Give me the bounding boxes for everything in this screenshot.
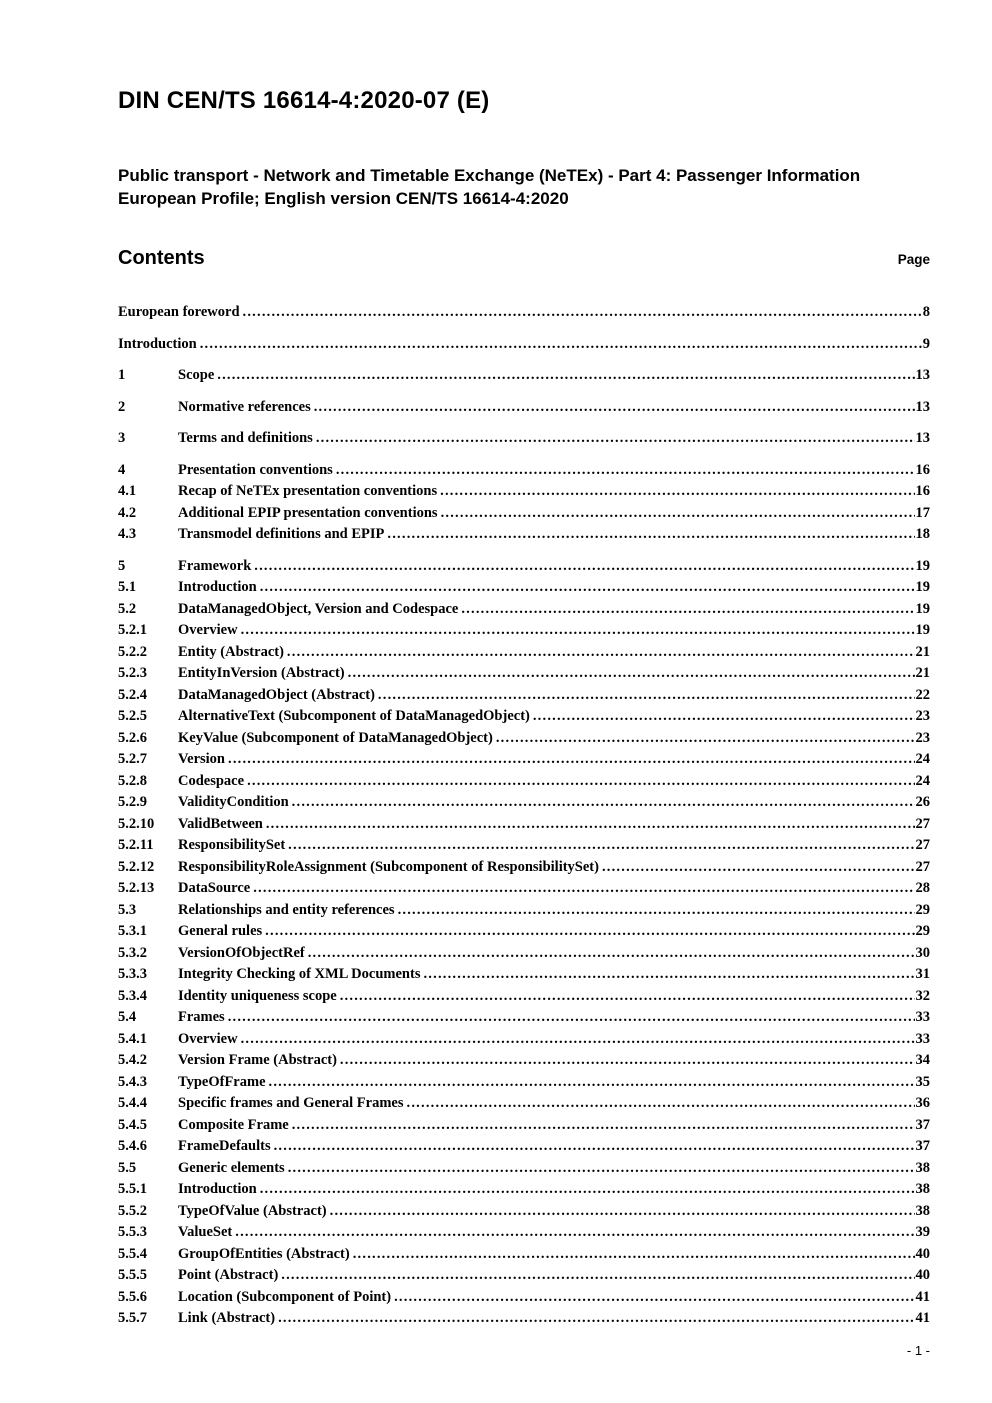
toc-entry-title: TypeOfValue (Abstract) [178,1202,327,1219]
toc-dot-leader [496,728,915,750]
toc-dot-leader [461,599,914,621]
toc-entry-title: Recap of NeTEx presentation conventions [178,483,438,499]
toc-entry [118,1158,930,1180]
toc-entry-title: ValidityCondition [178,794,289,810]
toc-dot-leader [260,1179,915,1201]
toc-dot-leader [241,620,915,642]
toc-entry-number: 5.4.4 [118,1095,147,1111]
toc-entry-title: Location (Subcomponent of Point) [178,1288,392,1305]
toc-dot-leader [269,1072,915,1094]
toc-entry [118,792,930,814]
toc-entry-title: DataManagedObject, Version and Codespace [178,600,459,617]
toc-entry-number: 5.4.1 [118,1030,147,1047]
toc-dot-leader [200,334,922,356]
toc-entry-page: 30 [915,944,930,961]
toc-entry [118,1115,930,1137]
toc-entry [118,599,930,621]
toc-entry-number: 4.2 [118,504,137,521]
toc-entry-page: 38 [915,1202,930,1219]
toc-entry [118,706,930,728]
toc-entry [118,1136,930,1158]
toc-entry-title: Entity (Abstract) [178,643,284,660]
toc-entry-page: 36 [915,1095,930,1111]
toc-dot-leader [348,663,915,685]
toc-entry-page: 23 [915,708,930,724]
toc-entry-title: FrameDefaults [178,1138,271,1154]
toc-dot-leader [243,302,922,324]
toc-dot-leader [353,1244,915,1266]
toc-entry-number: 5.1 [118,579,137,595]
toc-entry [118,964,930,986]
toc-entry-page: 38 [915,1159,930,1176]
toc-entry [118,428,930,450]
toc-entry-title: Presentation conventions [178,461,333,478]
toc-entry-title: ValidBetween [178,815,263,832]
toc-entry [118,857,930,879]
toc-dot-leader [287,642,915,664]
toc-dot-leader [308,943,915,965]
toc-entry [118,460,930,482]
toc-dot-leader [407,1093,915,1115]
toc-entry-number: 5.3 [118,901,137,918]
toc-entry-page: 33 [915,1009,930,1025]
toc-dot-leader [265,921,914,943]
toc-dot-leader [288,1158,915,1180]
toc-entry [118,481,930,503]
toc-entry [118,1072,930,1094]
toc-entry-page: 18 [915,526,930,542]
toc-entry [118,365,930,387]
toc-dot-leader [241,1029,915,1051]
toc-entry-number: 3 [118,430,126,446]
toc-entry-page: 29 [915,901,930,918]
toc-entry-title: Specific frames and General Frames [178,1095,404,1111]
toc-entry-title: ResponsibilitySet [178,837,286,853]
toc-dot-leader [281,1265,914,1287]
toc-entry-page: 40 [915,1245,930,1262]
toc-entry-title: TypeOfFrame [178,1073,266,1090]
toc-entry-title: Integrity Checking of XML Documents [178,966,421,982]
toc-entry [118,921,930,943]
toc-dot-leader [228,1007,915,1029]
toc-entry-page: 29 [915,923,930,939]
toc-entry-page: 38 [915,1181,930,1197]
toc-entry-title: ValueSet [178,1224,233,1240]
toc-entry-title: Introduction [118,335,197,352]
toc-entry-title: EntityInVersion (Abstract) [178,665,345,681]
toc-entry-number: 5.2.4 [118,686,147,703]
toc-entry-page: 9 [922,335,930,352]
toc-entry-title: Identity uniqueness scope [178,987,337,1004]
toc-entry-title: General rules [178,923,263,939]
toc-entry-page: 39 [915,1224,930,1240]
toc-entry-page: 35 [915,1073,930,1090]
toc-dot-leader [316,428,915,450]
toc-dot-leader [260,577,915,599]
toc-entry-number: 5.4.6 [118,1138,147,1154]
toc-dot-leader [253,878,914,900]
toc-entry-number: 4.1 [118,483,137,499]
toc-entry-page: 16 [915,483,930,499]
toc-dot-leader [292,792,915,814]
toc-dot-leader [440,481,914,503]
toc-dot-leader [288,835,914,857]
toc-entry-title: GroupOfEntities (Abstract) [178,1245,350,1262]
toc-dot-leader [228,749,915,771]
toc-entry-page: 19 [915,579,930,595]
toc-entry-page: 33 [915,1030,930,1047]
toc-entry-page: 24 [915,772,930,789]
toc-entry [118,1244,930,1266]
toc-entry [118,302,930,324]
toc-entry-number: 5 [118,557,126,574]
toc-entry-number: 5.2.13 [118,880,155,896]
toc-entry-page: 22 [915,686,930,703]
toc-entry-number: 5.2.12 [118,858,155,875]
toc-entry-title: Link (Abstract) [178,1310,276,1326]
toc-entry-page: 21 [915,665,930,681]
toc-entry-title: Relationships and entity references [178,901,395,918]
toc-entry [118,1265,930,1287]
toc-entry-page: 8 [922,304,930,320]
toc-entry [118,1179,930,1201]
toc-entry-number: 5.5.7 [118,1310,147,1326]
toc-entry [118,943,930,965]
toc-entry [118,814,930,836]
toc-entry-title: Version Frame (Abstract) [178,1052,337,1068]
toc-dot-leader [274,1136,915,1158]
toc-entry-title: Point (Abstract) [178,1267,279,1283]
toc-entry [118,334,930,356]
toc-entry-number: 5.5 [118,1159,137,1176]
toc-entry-page: 23 [915,729,930,746]
toc-dot-leader [340,986,915,1008]
page-column-label: Page [897,252,930,267]
toc-entry-title: AlternativeText (Subcomponent of DataManagedObject) [178,708,530,724]
toc-entry-number: 5.5.6 [118,1288,147,1305]
toc-dot-leader [254,556,914,578]
toc-entry-page: 19 [915,600,930,617]
toc-entry-page: 27 [915,858,930,875]
toc-entry-title: Normative references [178,398,311,415]
toc-entry-page: 31 [915,966,930,982]
toc-dot-leader [278,1308,914,1330]
toc-entry-number: 5.4.2 [118,1052,147,1068]
toc-entry-number: 5.2.11 [118,837,154,853]
toc-entry [118,642,930,664]
toc-entry [118,663,930,685]
toc-entry [118,1050,930,1072]
toc-entry-number: 4 [118,461,126,478]
toc-dot-leader [378,685,915,707]
toc-entry-number: 5.5.5 [118,1267,147,1283]
toc-entry-title: Framework [178,557,252,574]
toc-entry-number: 5.5.2 [118,1202,147,1219]
toc-dot-leader [266,814,915,836]
toc-dot-leader [217,365,914,387]
toc-dot-leader [423,964,914,986]
toc-entry-page: 27 [915,815,930,832]
toc-entry-title: ResponsibilityRoleAssignment (Subcomponent of ResponsibilitySet) [178,858,599,875]
toc-entry [118,1093,930,1115]
toc-entry-number: 5.3.3 [118,966,147,982]
toc-entry-number: 5.2.10 [118,815,155,832]
toc-entry-title: Composite Frame [178,1116,289,1133]
toc-entry-page: 24 [915,751,930,767]
toc-entry-number: 5.2.3 [118,665,147,681]
toc-entry-page: 16 [915,461,930,478]
contents-heading: Contents [118,247,205,269]
toc-entry-title: Frames [178,1009,225,1025]
toc-entry-title: European foreword [118,304,240,320]
toc-entry-number: 5.3.1 [118,923,147,939]
toc-dot-leader [330,1201,915,1223]
toc-entry [118,1222,930,1244]
contents-header-row [118,246,930,270]
toc-entry-page: 13 [915,367,930,383]
toc-entry-page: 21 [915,643,930,660]
toc-entry-page: 17 [915,504,930,521]
toc-entry [118,1007,930,1029]
toc-entry-number: 5.2.5 [118,708,147,724]
toc-entry-number: 5.2.2 [118,643,147,660]
document-number: DIN CEN/TS 16614-4:2020-07 (E) [118,87,490,114]
toc-dot-leader [314,397,915,419]
toc-entry-title: Additional EPIP presentation conventions [178,504,438,521]
toc-entry [118,749,930,771]
toc-entry-title: Overview [178,1030,238,1047]
toc-entry [118,620,930,642]
toc-entry-number: 5.5.3 [118,1224,147,1240]
toc-entry [118,503,930,525]
toc-entry [118,878,930,900]
toc-entry [118,1201,930,1223]
toc-entry-number: 5.5.1 [118,1181,147,1197]
toc-entry [118,1308,930,1330]
toc-entry [118,1029,930,1051]
toc-entry-number: 5.4.3 [118,1073,147,1090]
toc-entry-number: 5.2.8 [118,772,147,789]
toc-entry-title: Introduction [178,1181,257,1197]
document-title: Public transport - Network and Timetable Exchange (NeTEx) - Part 4: Passenger Information European Profile; English version CEN/TS 16614-4:2020 [118,166,861,208]
toc-entry-title: Introduction [178,579,257,595]
toc-entry [118,728,930,750]
toc-entry-page: 13 [915,430,930,446]
toc-entry-page: 32 [915,987,930,1004]
toc-entry-title: Overview [178,622,238,638]
toc-entry-title: Transmodel definitions and EPIP [178,526,385,542]
toc-entry-number: 5.2.9 [118,794,147,810]
toc-entry-number: 5.3.4 [118,987,147,1004]
toc-entry-number: 5.2.6 [118,729,147,746]
toc-entry-title: DataSource [178,880,251,896]
toc-entry [118,771,930,793]
toc-entry-number: 5.2.7 [118,751,147,767]
toc-entry [118,900,930,922]
page-number-footer: - 1 - [906,1343,930,1358]
toc-entry-title: Codespace [178,772,245,789]
toc-list [118,302,930,1330]
toc-entry [118,1287,930,1309]
toc-entry-page: 19 [915,557,930,574]
toc-entry-page: 28 [915,880,930,896]
toc-entry-page: 40 [915,1267,930,1283]
toc-entry-number: 5.4 [118,1009,137,1025]
toc-entry-number: 5.2 [118,600,137,617]
toc-dot-leader [336,460,915,482]
toc-entry-number: 2 [118,398,126,415]
toc-entry-number: 5.3.2 [118,944,147,961]
toc-entry-page: 27 [915,837,930,853]
toc-entry-page: 26 [915,794,930,810]
toc-dot-leader [441,503,915,525]
toc-entry-title: VersionOfObjectRef [178,944,305,961]
toc-dot-leader [247,771,914,793]
toc-entry-number: 4.3 [118,526,137,542]
toc-entry-title: Terms and definitions [178,430,313,446]
toc-dot-leader [602,857,915,879]
toc-entry-number: 5.2.1 [118,622,147,638]
toc-entry-title: KeyValue (Subcomponent of DataManagedObject) [178,729,493,746]
toc-entry-page: 19 [915,622,930,638]
toc-entry [118,986,930,1008]
toc-dot-leader [387,524,914,546]
toc-entry-title: Version [178,751,225,767]
toc-dot-leader [340,1050,915,1072]
toc-entry-title: Generic elements [178,1159,285,1176]
toc-entry-number: 5.5.4 [118,1245,147,1262]
toc-entry-title: Scope [178,367,215,383]
toc-dot-leader [398,900,915,922]
toc-entry [118,556,930,578]
toc-entry-number: 1 [118,367,126,383]
toc-dot-leader [292,1115,915,1137]
toc-entry-number: 5.4.5 [118,1116,147,1133]
toc-entry [118,835,930,857]
toc-entry [118,577,930,599]
toc-entry-page: 41 [915,1310,930,1326]
toc-entry-page: 37 [915,1138,930,1154]
toc-entry [118,524,930,546]
toc-entry-page: 13 [915,398,930,415]
toc-dot-leader [394,1287,914,1309]
toc-entry-page: 37 [915,1116,930,1133]
toc-entry [118,397,930,419]
toc-entry-page: 41 [915,1288,930,1305]
toc-entry-title: DataManagedObject (Abstract) [178,686,375,703]
toc-entry-page: 34 [915,1052,930,1068]
toc-dot-leader [533,706,915,728]
toc-entry [118,685,930,707]
toc-dot-leader [235,1222,914,1244]
